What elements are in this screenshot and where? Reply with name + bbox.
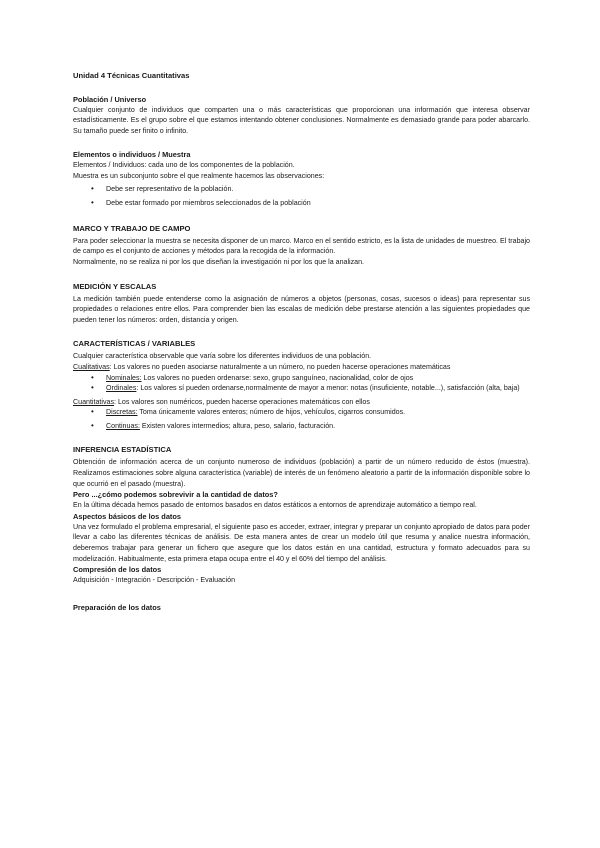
list-item [106,407,530,418]
list-item: • Debe ser representativo de la población. [106,184,530,195]
poblacion-text: Cualquier conjunto de individuos que comparten una o más características que proporcionan una información que interesa observar estadísticamente. Es el grupo sobre el que estamos intentando obtener conclusiones. Normalmente es demasiado grande para poder abarcarlo. Su tamaño puede ser finito o infinito. [73,105,530,135]
nominales-label: Nominales: [106,373,142,382]
discretas-text: Toma únicamente valores enteros; número de hijos, vehículos, cigarros consumidos. [137,408,406,417]
cuantitativas-text: : Los valores son numéricos, pueden hacerse operaciones matemáticos con ellos [114,397,370,406]
muestra-bullet-list [73,184,530,209]
sobrevivir-text: En la última década hemos pasado de entornos basados en datos estáticos a entornos de aprendizaje automático a tiempo real. [73,501,477,510]
poblacion-heading: Población / Universo [73,94,147,104]
ordinales-label: Ordinales [106,384,137,393]
medicion-heading: MEDICIÓN Y ESCALAS [73,281,157,291]
cualitativas-list [73,373,530,394]
aspectos-heading: Aspectos básicos de los datos [73,511,182,521]
aspectos-text: Una vez formulado el problema empresarial, el siguiente paso es acceder, extraer, integrar y preparar un conjunto apropiado de datos para poder llevar a cabo las diferentes técnicas de análisis. De esta manera antes de crear un modelo útil que resuma y analice nuestra información, deberemos trabajar para generar un fichero que asegure que los datos están en una cantidad, estructura y formato adecuados para su modelización. Habitualmente, esta primera etapa ocupa entre el 40 y el 60% del tiempo del análisis. [73,522,530,563]
sobrevivir-heading: Pero ...¿cómo podemos sobrevivir a la cantidad de datos? [73,490,278,500]
inferencia-text: Obtención de información acerca de un conjunto numeroso de individuos (población) a partir de un número reducido de éstos (muestra). Realizamos estimaciones sobre alguna característica (variable) de interés de un fenómeno aleatorio a partir de la información disponible sobre lo que ocurrió en el pasado (muestra). [73,458,530,488]
discretas-label: Discretas: [106,408,138,417]
marco-heading: MARCO Y TRABAJO DE CAMPO [73,223,191,233]
cualitativas-paragraph [73,362,530,373]
document-title: Unidad 4 Técnicas Cuantitativas [73,71,190,80]
cuantitativas-paragraph [73,397,530,408]
cuantitativas-label: Cuantitativas [73,397,115,406]
caracteristicas-intro: Cualquier característica observable que varía sobre los diferentes individuos de una población. [73,352,372,361]
cuantitativas-list [73,407,530,431]
list-item [106,421,530,432]
compresion-text: Adquisición - Integración - Descripción - Evaluación [73,576,236,585]
list-item [106,373,530,384]
compresion-heading: Compresión de los datos [73,565,162,575]
continuas-label: Continuas: [106,421,140,430]
marco-text-2: Normalmente, no se realiza ni por los que diseñan la investigación ni por los que la analizan. [73,257,365,266]
list-item: • Debe estar formado por miembros seleccionados de la población [106,198,530,209]
caracteristicas-heading: CARACTERÍSTICAS / VARIABLES [73,339,196,349]
preparacion-heading: Preparación de los datos [73,602,161,612]
inferencia-heading: INFERENCIA ESTADÍSTICA [73,445,172,455]
cualitativas-label: Cualitativas [73,362,110,371]
medicion-text: La medición también puede entenderse como la asignación de números a objetos (personas, cosas, sucesos o ideas) para representar sus propiedades o relaciones entre ellos. Para comprender bien las escalas de medición debe prestarse atención a las siguientes propiedades que pueden tener los números: orden, distancia y origen. [73,294,530,324]
ordinales-text: : Los valores sí pueden ordenarse,normalmente de mayor a menor: notas (insuficiente, notable...), satisfacción (alta, baja) [136,384,520,393]
elementos-line-2: Muestra es un subconjunto sobre el que realmente hacemos las observaciones: [73,171,325,180]
cualitativas-text: : Los valores no pueden asociarse naturalmente a un número, no pueden hacerse operaciones matemáticas [109,362,451,371]
elementos-line-1: Elementos / Individuos: cada uno de los componentes de la población. [73,161,295,170]
elementos-heading: Elementos o individuos / Muestra [73,150,191,160]
continuas-text: Existen valores intermedios; altura, peso, salario, facturación. [139,421,336,430]
list-item [106,383,530,394]
marco-text-1: Para poder seleccionar la muestra se necesita disponer de un marco. Marco en el sentido estricto, es la lista de unidades de muestreo. El trabajo de campo es el conjunto de acciones y métodos para la recogida de la información. [73,236,530,256]
nominales-text: Los valores no pueden ordenarse: sexo, grupo sanguíneo, nacionalidad, color de ojos [141,373,414,382]
